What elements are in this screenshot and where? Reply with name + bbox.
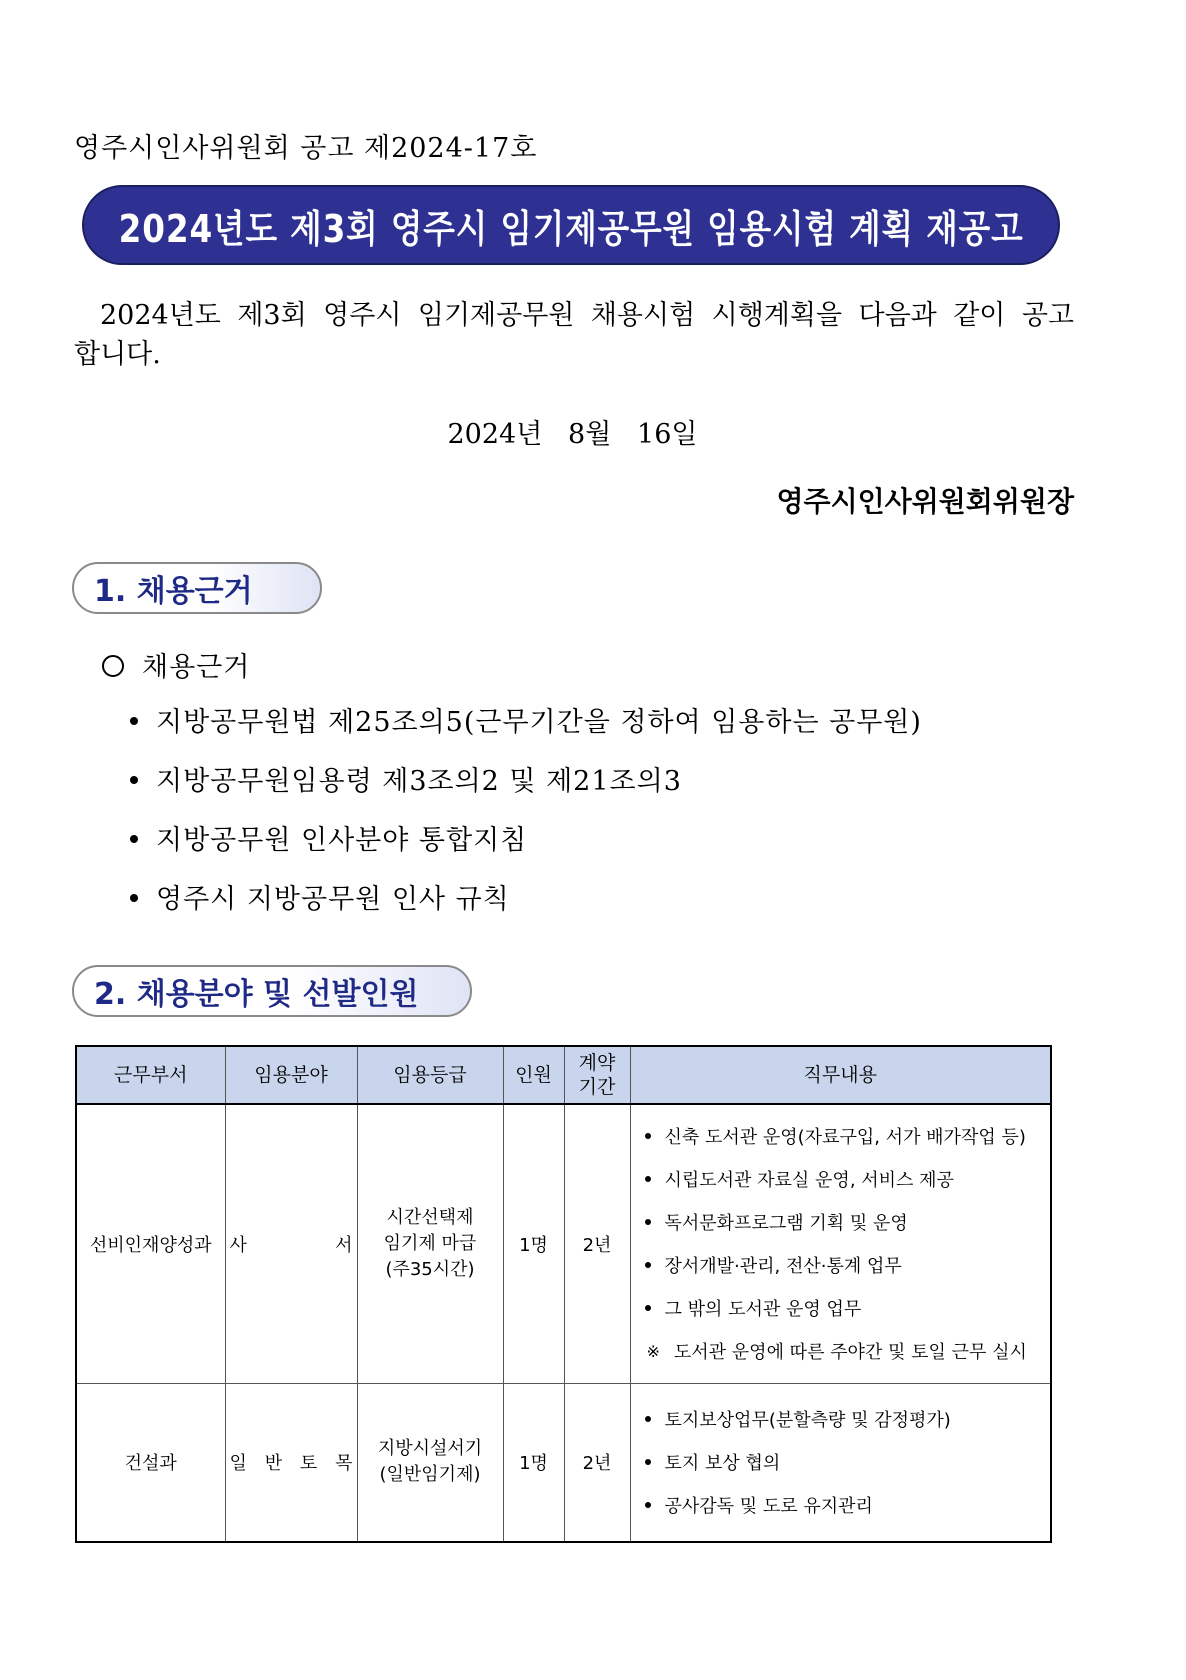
duty-item xyxy=(645,1441,1051,1484)
notice-number: 영주시인사위원회 공고 제2024-17호 xyxy=(74,133,538,164)
duty-item xyxy=(645,1244,1051,1287)
duty-text: 독서문화프로그램 기획 및 운영 xyxy=(664,1213,908,1235)
duty-item xyxy=(645,1115,1051,1158)
legal-basis-list xyxy=(130,700,922,936)
reference-mark-icon: ※ xyxy=(646,1341,660,1361)
section-1-subheading xyxy=(102,645,250,684)
list-item xyxy=(130,877,922,936)
header-count: 인원 xyxy=(503,1046,564,1104)
header-grade: 임용등급 xyxy=(357,1046,503,1104)
list-item-text: 지방공무원임용령 제3조의2 및 제21조의3 xyxy=(156,766,682,797)
section-1-heading-tab xyxy=(72,562,322,614)
header-field: 임용분야 xyxy=(225,1046,357,1104)
signer: 영주시인사위원회위원장 xyxy=(776,485,1074,518)
cell-count: 1명 xyxy=(503,1383,564,1542)
grade-line: 시간선택제 xyxy=(386,1206,474,1228)
intro-paragraph xyxy=(74,296,1074,374)
field-char: 서 xyxy=(335,1234,353,1256)
field-char: 사 xyxy=(229,1234,247,1256)
duty-item xyxy=(645,1201,1051,1244)
duty-item xyxy=(645,1158,1051,1201)
list-item xyxy=(130,818,922,877)
recruitment-table xyxy=(75,1045,1052,1543)
section-2-heading: 2. 채용분야 및 선발인원 xyxy=(94,977,419,1012)
table-header-row xyxy=(76,1046,1051,1104)
cell-dept: 건설과 xyxy=(76,1383,225,1542)
bullet-icon xyxy=(645,1416,651,1422)
list-item xyxy=(130,700,922,759)
duty-text: 토지 보상 협의 xyxy=(664,1453,781,1475)
grade-line: (일반임기제) xyxy=(379,1464,481,1486)
header-period-line-2: 기간 xyxy=(578,1076,616,1098)
bullet-icon xyxy=(645,1502,651,1508)
notice-date: 2024년 8월 16일 xyxy=(447,419,698,450)
list-item-text: 영주시 지방공무원 인사 규칙 xyxy=(156,884,510,915)
duty-text: 신축 도서관 운영(자료구입, 서가 배가작업 등) xyxy=(664,1127,1026,1149)
header-period-line-1: 계약 xyxy=(578,1052,616,1074)
bullet-icon xyxy=(130,717,138,725)
cell-grade xyxy=(357,1383,503,1542)
intro-line-1: 2024년도 제3회 영주시 임기제공무원 채용시험 시행계획을 다음과 같이 공고 xyxy=(100,300,1074,331)
header-duties: 직무내용 xyxy=(630,1046,1051,1104)
duty-text: 그 밖의 도서관 운영 업무 xyxy=(664,1299,862,1321)
cell-field xyxy=(225,1383,357,1542)
cell-duties xyxy=(630,1104,1051,1383)
bullet-icon xyxy=(645,1305,651,1311)
cell-grade xyxy=(357,1104,503,1383)
bullet-icon xyxy=(645,1219,651,1225)
circle-bullet-icon xyxy=(102,655,124,677)
grade-line: (주35시간) xyxy=(385,1258,475,1280)
bullet-icon xyxy=(130,835,138,843)
cell-period: 2년 xyxy=(564,1104,630,1383)
bullet-icon xyxy=(645,1176,651,1182)
table-row xyxy=(76,1383,1051,1542)
duty-note xyxy=(645,1330,1051,1373)
bullet-icon xyxy=(645,1262,651,1268)
bullet-icon xyxy=(130,894,138,902)
duty-item xyxy=(645,1287,1051,1330)
bullet-icon xyxy=(645,1133,651,1139)
document-title: 2024년도 제3회 영주시 임기제공무원 임용시험 계획 재공고 xyxy=(118,206,1024,251)
duty-item xyxy=(645,1398,1051,1441)
cell-dept: 선비인재양성과 xyxy=(76,1104,225,1383)
cell-duties xyxy=(630,1383,1051,1542)
bullet-icon xyxy=(645,1459,651,1465)
table-row xyxy=(76,1104,1051,1383)
intro-line-2: 합니다. xyxy=(74,339,161,370)
header-dept: 근무부서 xyxy=(76,1046,225,1104)
section-2-heading-tab xyxy=(72,965,472,1017)
cell-count: 1명 xyxy=(503,1104,564,1383)
duty-text: 장서개발·관리, 전산·통계 업무 xyxy=(664,1256,902,1278)
field-char: 토 xyxy=(299,1453,318,1475)
field-char: 일 xyxy=(229,1453,247,1475)
field-char: 목 xyxy=(335,1453,353,1475)
duty-text: 토지보상업무(분할측량 및 감정평가) xyxy=(664,1410,951,1432)
title-banner xyxy=(82,185,1060,265)
duty-text: 공사감독 및 도로 유지관리 xyxy=(664,1496,873,1518)
duty-item xyxy=(645,1484,1051,1527)
list-item xyxy=(130,759,922,818)
list-item-text: 지방공무원 인사분야 통합지침 xyxy=(156,825,528,856)
section-1-heading: 1. 채용근거 xyxy=(94,574,253,609)
duty-text: 시립도서관 자료실 운영, 서비스 제공 xyxy=(664,1170,954,1192)
header-period xyxy=(564,1046,630,1104)
grade-line: 임기제 마급 xyxy=(383,1232,477,1254)
bullet-icon xyxy=(130,776,138,784)
cell-field xyxy=(225,1104,357,1383)
grade-line: 지방시설서기 xyxy=(377,1438,483,1460)
cell-period: 2년 xyxy=(564,1383,630,1542)
duty-note-text: 도서관 운영에 따른 주야간 및 토일 근무 실시 xyxy=(673,1342,1027,1364)
field-char: 반 xyxy=(264,1453,283,1475)
section-1-subheading-text: 채용근거 xyxy=(142,652,251,683)
list-item-text: 지방공무원법 제25조의5(근무기간을 정하여 임용하는 공무원) xyxy=(156,707,922,738)
